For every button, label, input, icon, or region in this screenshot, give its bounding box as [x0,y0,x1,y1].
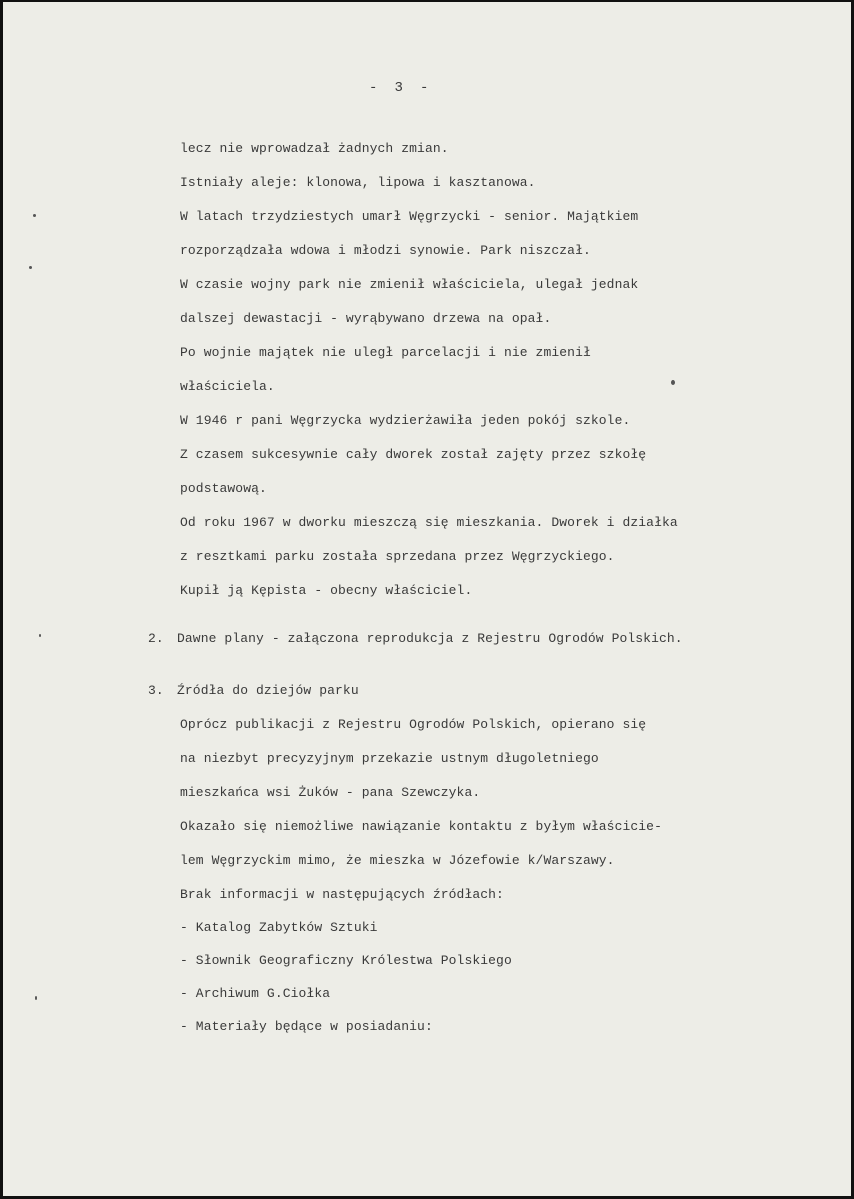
body-line: właściciela. [180,379,275,394]
section-3-heading: Źródła do dziejów parku [177,683,359,698]
section-3-list-item: - Katalog Zabytków Sztuki [180,920,378,935]
paper-speck [671,380,675,385]
body-line: W 1946 r pani Węgrzycka wydzierżawiła jeden pokój szkole. [180,413,631,428]
body-line: Istniały aleje: klonowa, lipowa i kasztanowa. [180,175,536,190]
body-line: W latach trzydziestych umarł Węgrzycki - senior. Majątkiem [180,209,639,224]
section-3-line: lem Węgrzyckim mimo, że mieszka w Józefowie k/Warszawy. [180,853,615,868]
body-line: Od roku 1967 w dworku mieszczą się mieszkania. Dworek i działka [180,515,678,530]
section-2-text: Dawne plany - załączona reprodukcja z Rejestru Ogrodów Polskich. [177,631,683,646]
document-page [3,2,851,1196]
page-number: - 3 - [369,80,429,96]
body-line: Po wojnie majątek nie uległ parcelacji i nie zmienił [180,345,591,360]
section-3-line: Okazało się niemożliwe nawiązanie kontaktu z byłym właścicie- [180,819,662,834]
body-line: W czasie wojny park nie zmienił właściciela, ulegał jednak [180,277,639,292]
section-3-list-item: - Archiwum G.Ciołka [180,986,331,1001]
section-3-line: Oprócz publikacji z Rejestru Ogrodów Polskich, opierano się [180,717,647,732]
paper-speck [33,214,36,217]
section-3-number: 3. [148,683,164,698]
section-3-list-item: - Materiały będące w posiadaniu: [180,1019,433,1034]
paper-speck [39,634,41,637]
body-line: dalszej dewastacji - wyrąbywano drzewa na opał. [180,311,552,326]
section-3-line: Brak informacji w następujących źródłach: [180,887,504,902]
body-line: podstawową. [180,481,267,496]
body-line: Z czasem sukcesywnie cały dworek został zajęty przez szkołę [180,447,647,462]
section-3-line: mieszkańca wsi Żuków - pana Szewczyka. [180,785,481,800]
paper-speck [35,996,37,1000]
paper-speck [29,266,32,269]
body-line: Kupił ją Kępista - obecny właściciel. [180,583,473,598]
section-3-line: na niezbyt precyzyjnym przekazie ustnym długoletniego [180,751,599,766]
section-3-list-item: - Słownik Geograficzny Królestwa Polskiego [180,953,512,968]
body-line: lecz nie wprowadzał żadnych zmian. [180,141,449,156]
body-line: rozporządzała wdowa i młodzi synowie. Park niszczał. [180,243,591,258]
body-line: z resztkami parku została sprzedana przez Węgrzyckiego. [180,549,615,564]
section-2-number: 2. [148,631,164,646]
